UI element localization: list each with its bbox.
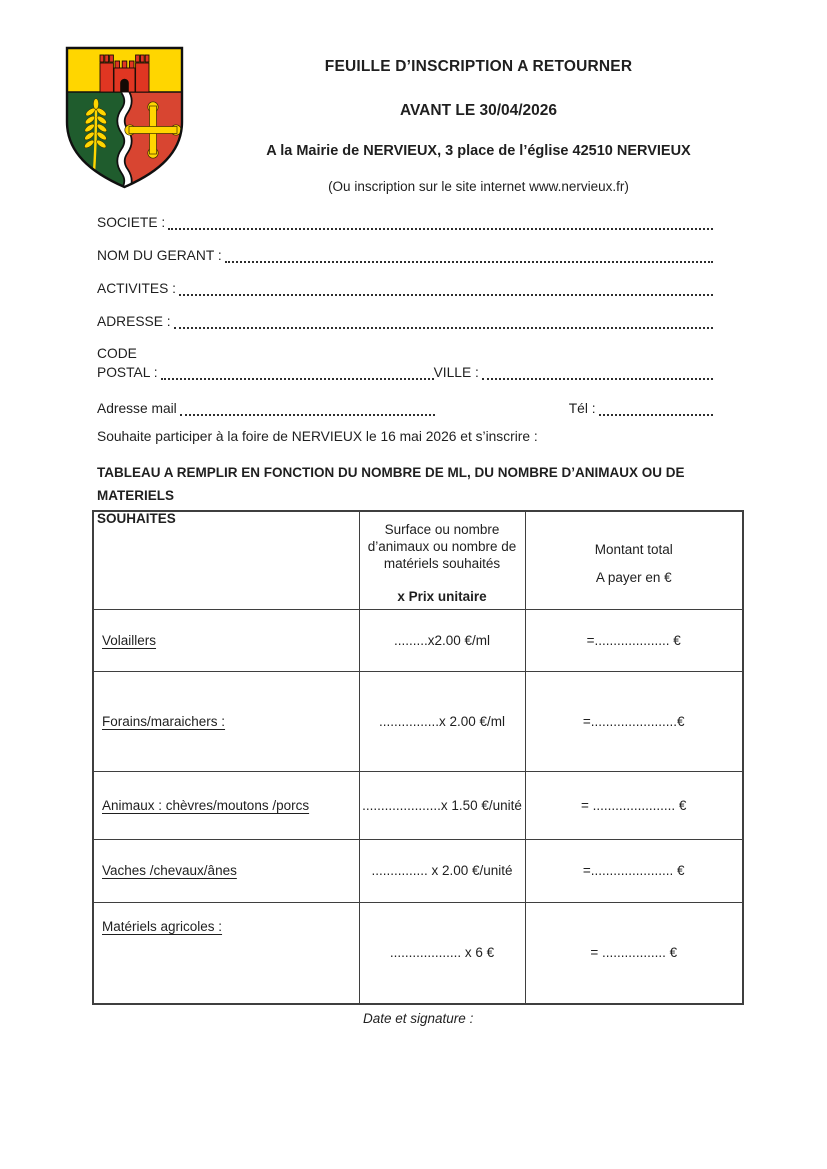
table-row-vaches [93,839,743,902]
mail-label: Adresse mail [97,401,177,416]
field-mail-tel [97,397,713,416]
participate-line: Souhaite participer à la foire de NERVIEUX le 16 mai 2026 et s’inscrire : [97,429,538,444]
form-title: FEUILLE D’INSCRIPTION A RETOURNER [324,58,633,75]
fill-in-fields [97,211,713,530]
header-quantity-cell [359,511,525,609]
quantity-cell: .....................x 1.50 €/unité [359,771,525,839]
dotted-fill-line [174,314,713,329]
table-row-animaux [93,771,743,839]
dotted-fill-line [179,281,713,296]
row-label: Vaches /chevaux/ânes [102,863,237,878]
ville-label: VILLE : [433,365,479,380]
dotted-fill-line [599,401,713,416]
quantity-header-text: Surface ou nombre d’animaux ou nombre de matériels souhaités [367,522,517,572]
commune-crest-icon [63,44,186,191]
gerant-label: NOM DU GERANT : [97,248,222,263]
quantity-cell: ............... x 2.00 €/unité [359,839,525,902]
quantity-cell: ................x 2.00 €/ml [359,671,525,771]
field-postal-ville [97,361,713,380]
total-cell: =.......................€ [525,671,743,771]
online-inscription-note: (Ou inscription sur le site internet www.nervieux.fr) [328,179,629,194]
unit-price-header-text: x Prix unitaire [397,589,487,605]
row-label: Animaux : chèvres/moutons /porcs [102,797,310,813]
table-instructions-line2: SOUHAITES [97,511,176,526]
row-label-cell [93,902,359,1004]
activites-label: ACTIVITES : [97,281,176,296]
quantity-cell: .........x2.00 €/ml [359,609,525,671]
total-header-text: Montant total [594,541,673,557]
total-cell: = ................. € [525,902,743,1004]
field-activites [97,277,713,296]
table-row-volaillers [93,609,743,671]
dotted-fill-line [225,248,713,263]
societe-label: SOCIETE : [97,215,166,230]
row-label-cell [93,671,359,771]
row-label: Matériels agricoles : [102,918,223,934]
row-label-cell [93,609,359,671]
field-gerant [97,244,713,263]
table-row-materiels [93,902,743,1004]
row-label-cell [93,839,359,902]
date-signature-label: Date et signature : [363,1011,474,1026]
postal-label: POSTAL : [97,365,158,380]
total-cell: =...................... € [525,839,743,902]
castle-gate [120,79,129,92]
table-header-row [93,511,743,609]
total-cell: =.................... € [525,609,743,671]
row-label-cell [93,771,359,839]
form-header [186,58,771,194]
adresse-label: ADRESSE : [97,314,171,329]
dotted-fill-line [168,215,713,230]
row-label: Forains/maraichers : [102,713,226,729]
row-label: Volaillers [102,632,157,648]
total-cell: = ...................... € [525,771,743,839]
header-empty-cell [93,511,359,609]
field-societe [97,211,713,230]
quantity-cell: ................... x 6 € [359,902,525,1004]
header-total-cell [525,511,743,609]
tel-label: Tél : [568,401,596,416]
table-row-forains [93,671,743,771]
code-label-line [97,343,713,361]
dotted-fill-line [180,401,435,416]
pricing-table [92,510,744,1005]
code-label: CODE [97,346,137,361]
mairie-address-line: A la Mairie de NERVIEUX, 3 place de l’église 42510 NERVIEUX [266,143,691,159]
pay-in-euro-text: A payer en € [595,569,672,585]
field-adresse [97,310,713,329]
deadline-line: AVANT LE 30/04/2026 [399,102,558,119]
dotted-fill-line [482,365,713,380]
table-instructions-line1: TABLEAU A REMPLIR EN FONCTION DU NOMBRE DE ML, DU NOMBRE D’ANIMAUX OU DE MATERIELS [97,465,685,503]
dotted-fill-line [161,365,434,380]
